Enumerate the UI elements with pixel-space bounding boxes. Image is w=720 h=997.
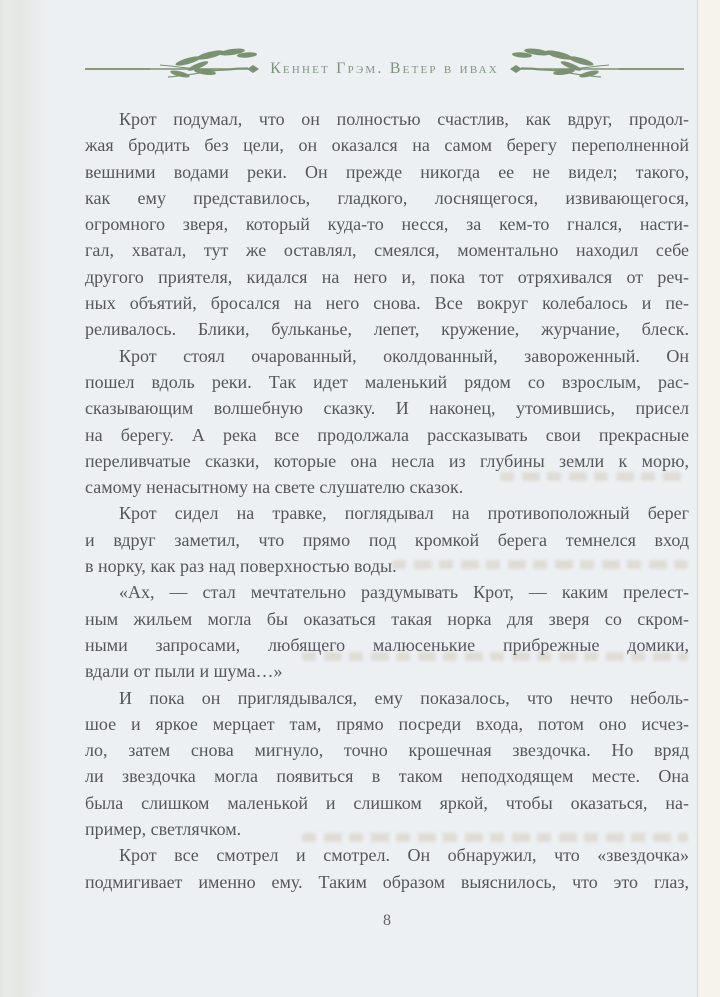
- text-line: как ему представилось, гладкого, лоснящегося, извивающегося,: [85, 187, 689, 208]
- text-line: ло, затем снова мигнуло, точно крошечная звездочка. Но вряд: [85, 740, 689, 761]
- text-line: жая бродить без цели, он оказался на самом берегу переполненной: [85, 135, 689, 156]
- scan-edge: [697, 0, 720, 997]
- text-line: самому ненасытному на свете слушателю сказок.: [85, 477, 464, 498]
- header-rule-right: [619, 68, 684, 70]
- paragraph: [85, 343, 689, 501]
- text-line: ным жильем могла бы оказаться такая норка для зверя со скром-: [85, 608, 689, 629]
- text-block: [85, 106, 689, 895]
- page-number: 8: [383, 912, 391, 929]
- text-line: подмигивает именно ему. Таким образом выяснилось, что это глаз,: [85, 871, 689, 892]
- header-rule-left: [85, 68, 150, 70]
- text-line: ных объятий, бросался на него снова. Все вокруг колебалось и пе-: [85, 293, 689, 314]
- text-line: вдали от пыли и шума…»: [85, 661, 283, 682]
- text-line: Крот сидел на травке, поглядывал на противоположный берег: [119, 503, 689, 524]
- text-line: Крот стоял очарованный, околдованный, завороженный. Он: [119, 345, 689, 366]
- text-line: и вдруг заметил, что прямо под кромкой берега темнелся вход: [85, 529, 689, 550]
- running-title: Кеннет Грэм. Ветер в ивах: [270, 60, 499, 77]
- paragraph: [85, 106, 689, 343]
- text-line: Крот подумал, что он полностью счастлив, как вдруг, продол-: [119, 109, 689, 129]
- text-line: на берегу. А река все продолжала рассказывать свои прекрасные: [85, 424, 689, 445]
- text-line: вешними водами реки. Он прежде никогда ее не видел; такого,: [85, 161, 689, 182]
- page-footer: [85, 912, 689, 930]
- paragraph: [85, 685, 689, 843]
- text-line: сказывающим волшебную сказку. И наконец, утомившись, присел: [85, 398, 689, 419]
- text-line: ли звездочка могла появиться в таком неподходящем месте. Она: [85, 766, 689, 787]
- text-line: реливалось. Блики, бульканье, лепет, кружение, журчание, блеск.: [85, 319, 689, 340]
- text-line: «Ах, — стал мечтательно раздумывать Крот, — каким прелест-: [119, 582, 689, 603]
- paragraph: [85, 842, 689, 895]
- text-line: огромного зверя, который куда-то несся, за кем-то гнался, насти-: [85, 214, 689, 235]
- text-line: в норку, как раз над поверхностью воды.: [85, 556, 397, 577]
- text-line: Крот все смотрел и смотрел. Он обнаружил, что «звездочка»: [119, 845, 689, 866]
- text-line: другого приятеля, кидался на него и, пока тот отряхивался от реч-: [85, 266, 689, 287]
- branch-ornament-icon: [150, 46, 260, 92]
- text-line: гал, хватал, тут же оставлял, смеялся, моментально находил себе: [85, 240, 689, 261]
- text-line: ными запросами, любящего малюсенькие прибрежные домики,: [85, 634, 689, 655]
- text-line: И пока он приглядывался, ему показалось, что нечто неболь-: [119, 687, 689, 708]
- paragraph: [85, 500, 689, 579]
- text-line: была слишком маленькой и слишком яркой, чтобы оказаться, на-: [85, 792, 689, 813]
- text-line: переливчатые сказки, которые она несла из глубины земли к морю,: [85, 450, 689, 471]
- text-line: шое и яркое мерцает там, прямо посреди входа, потом оно исчез-: [85, 713, 689, 734]
- branch-ornament-icon: [509, 46, 619, 92]
- text-line: пример, светлячком.: [85, 819, 242, 840]
- paragraph: [85, 579, 689, 684]
- text-line: пошел вдоль реки. Так идет маленький рядом со взрослым, рас-: [85, 371, 689, 392]
- running-header: [85, 46, 684, 92]
